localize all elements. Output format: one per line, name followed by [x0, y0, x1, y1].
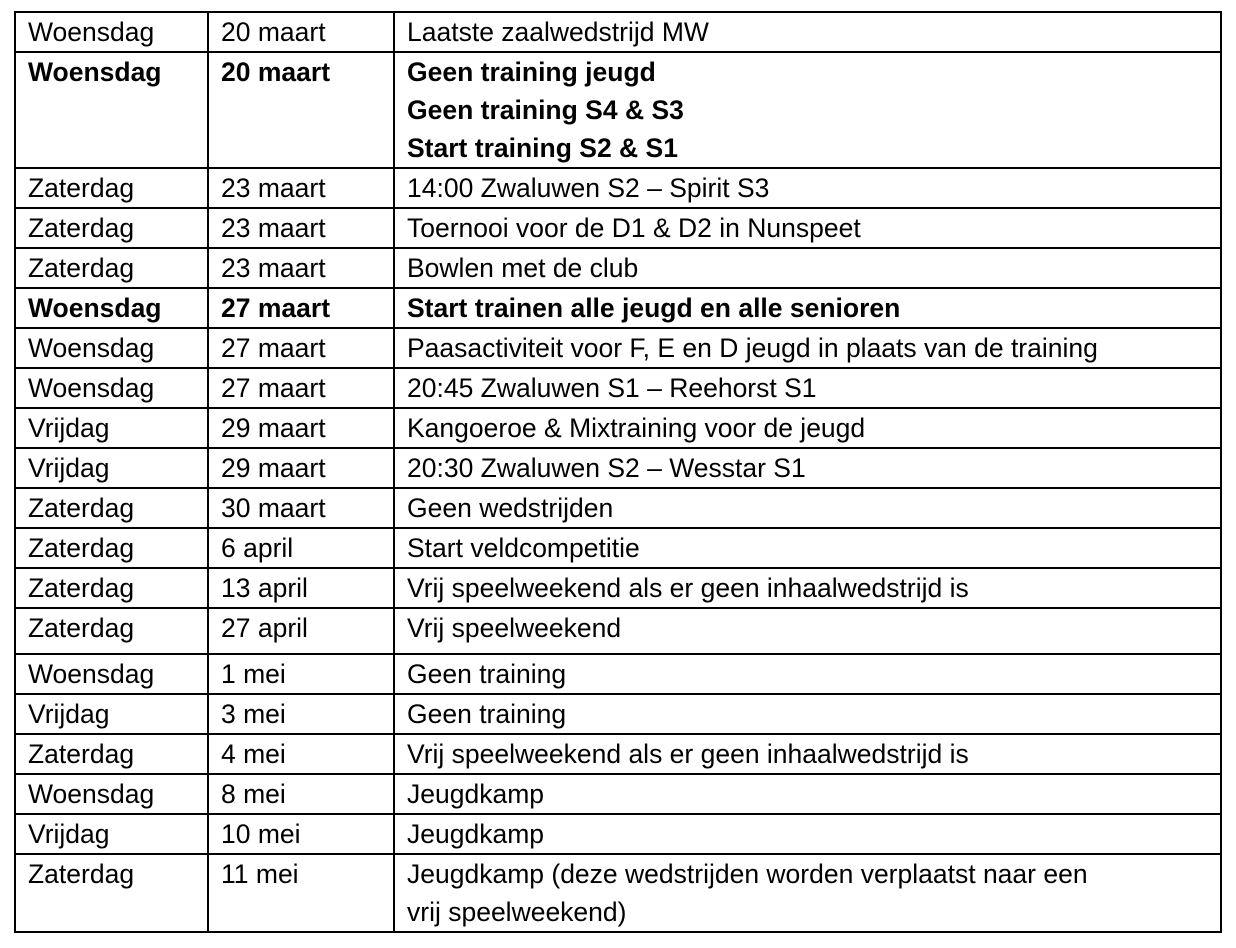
- event-cell: [394, 288, 1221, 328]
- table-row: [15, 408, 1221, 448]
- event-cell: [394, 408, 1221, 448]
- date-cell: 29 maart: [208, 408, 394, 448]
- event-cell: [394, 568, 1221, 608]
- date-cell: 27 maart: [208, 328, 394, 368]
- event-line: Geen wedstrijden: [407, 493, 614, 523]
- date-cell: 27 maart: [208, 288, 394, 328]
- table-row: [15, 654, 1221, 694]
- day-cell: Zaterdag: [15, 734, 208, 774]
- table-row: [15, 328, 1221, 368]
- event-line: Vrij speelweekend: [407, 613, 622, 643]
- date-cell: 27 april: [208, 608, 394, 654]
- date-cell: 23 maart: [208, 168, 394, 208]
- table-row: [15, 694, 1221, 734]
- date-cell: 29 maart: [208, 448, 394, 488]
- event-cell: [394, 694, 1221, 734]
- event-cell: [394, 528, 1221, 568]
- day-cell: Woensdag: [15, 774, 208, 814]
- event-line: Laatste zaalwedstrijd MW: [407, 17, 709, 47]
- date-cell: 1 mei: [208, 654, 394, 694]
- event-cell: [394, 734, 1221, 774]
- event-line: Toernooi voor de D1 & D2 in Nunspeet: [407, 213, 861, 243]
- date-cell: 23 maart: [208, 208, 394, 248]
- schedule-body: [15, 12, 1221, 932]
- event-line: vrij speelweekend): [407, 897, 627, 927]
- day-cell: Zaterdag: [15, 528, 208, 568]
- date-cell: 11 mei: [208, 854, 394, 932]
- event-cell: [394, 448, 1221, 488]
- table-row: [15, 448, 1221, 488]
- day-cell: Zaterdag: [15, 488, 208, 528]
- day-cell: Woensdag: [15, 12, 208, 52]
- event-cell: [394, 854, 1221, 932]
- event-line: Paasactiviteit voor F, E en D jeugd in plaats van de training: [407, 333, 1098, 363]
- table-row: [15, 208, 1221, 248]
- date-cell: 23 maart: [208, 248, 394, 288]
- table-row: [15, 248, 1221, 288]
- event-line: 14:00 Zwaluwen S2 – Spirit S3: [407, 173, 770, 203]
- event-line: 20:30 Zwaluwen S2 – Wesstar S1: [407, 453, 806, 483]
- table-row: [15, 528, 1221, 568]
- table-row: [15, 168, 1221, 208]
- day-cell: Woensdag: [15, 288, 208, 328]
- day-cell: Vrijdag: [15, 694, 208, 734]
- event-cell: [394, 52, 1221, 168]
- event-cell: [394, 368, 1221, 408]
- event-line: Geen training S4 & S3: [407, 95, 684, 125]
- date-cell: 8 mei: [208, 774, 394, 814]
- day-cell: Woensdag: [15, 368, 208, 408]
- event-cell: [394, 248, 1221, 288]
- day-cell: Vrijdag: [15, 448, 208, 488]
- event-line: Bowlen met de club: [407, 253, 639, 283]
- date-cell: 13 april: [208, 568, 394, 608]
- table-row: [15, 288, 1221, 328]
- table-row: [15, 368, 1221, 408]
- event-line: Start veldcompetitie: [407, 533, 640, 563]
- date-cell: 4 mei: [208, 734, 394, 774]
- event-cell: [394, 774, 1221, 814]
- event-line: Jeugdkamp (deze wedstrijden worden verplaatst naar een: [407, 859, 1088, 889]
- table-row: [15, 488, 1221, 528]
- day-cell: Woensdag: [15, 328, 208, 368]
- day-cell: Zaterdag: [15, 168, 208, 208]
- table-row: [15, 814, 1221, 854]
- event-cell: [394, 654, 1221, 694]
- event-line: Geen training: [407, 659, 567, 689]
- event-cell: [394, 168, 1221, 208]
- date-cell: 10 mei: [208, 814, 394, 854]
- table-row: [15, 52, 1221, 168]
- date-cell: 30 maart: [208, 488, 394, 528]
- table-row: [15, 774, 1221, 814]
- day-cell: Woensdag: [15, 654, 208, 694]
- event-line: Start trainen alle jeugd en alle senioren: [407, 293, 901, 323]
- table-row: [15, 608, 1221, 654]
- event-line: Jeugdkamp: [407, 819, 545, 849]
- event-line: Geen training: [407, 699, 567, 729]
- day-cell: Zaterdag: [15, 854, 208, 932]
- event-line: 20:45 Zwaluwen S1 – Reehorst S1: [407, 373, 817, 403]
- event-line: Kangoeroe & Mixtraining voor de jeugd: [407, 413, 866, 443]
- event-line: Vrij speelweekend als er geen inhaalwedstrijd is: [407, 573, 969, 603]
- table-row: [15, 12, 1221, 52]
- day-cell: Woensdag: [15, 52, 208, 168]
- date-cell: 3 mei: [208, 694, 394, 734]
- day-cell: Vrijdag: [15, 814, 208, 854]
- event-line: Start training S2 & S1: [407, 133, 678, 163]
- date-cell: 20 maart: [208, 12, 394, 52]
- schedule-table: [14, 11, 1222, 933]
- date-cell: 27 maart: [208, 368, 394, 408]
- event-line: Jeugdkamp: [407, 779, 545, 809]
- date-cell: 20 maart: [208, 52, 394, 168]
- event-line: Vrij speelweekend als er geen inhaalwedstrijd is: [407, 739, 969, 769]
- event-cell: [394, 608, 1221, 654]
- event-cell: [394, 12, 1221, 52]
- event-cell: [394, 814, 1221, 854]
- event-cell: [394, 488, 1221, 528]
- event-cell: [394, 208, 1221, 248]
- day-cell: Vrijdag: [15, 408, 208, 448]
- date-cell: 6 april: [208, 528, 394, 568]
- event-cell: [394, 328, 1221, 368]
- table-row: [15, 734, 1221, 774]
- day-cell: Zaterdag: [15, 568, 208, 608]
- day-cell: Zaterdag: [15, 208, 208, 248]
- table-row: [15, 568, 1221, 608]
- table-row: [15, 854, 1221, 932]
- event-line: Geen training jeugd: [407, 57, 656, 87]
- day-cell: Zaterdag: [15, 248, 208, 288]
- day-cell: Zaterdag: [15, 608, 208, 654]
